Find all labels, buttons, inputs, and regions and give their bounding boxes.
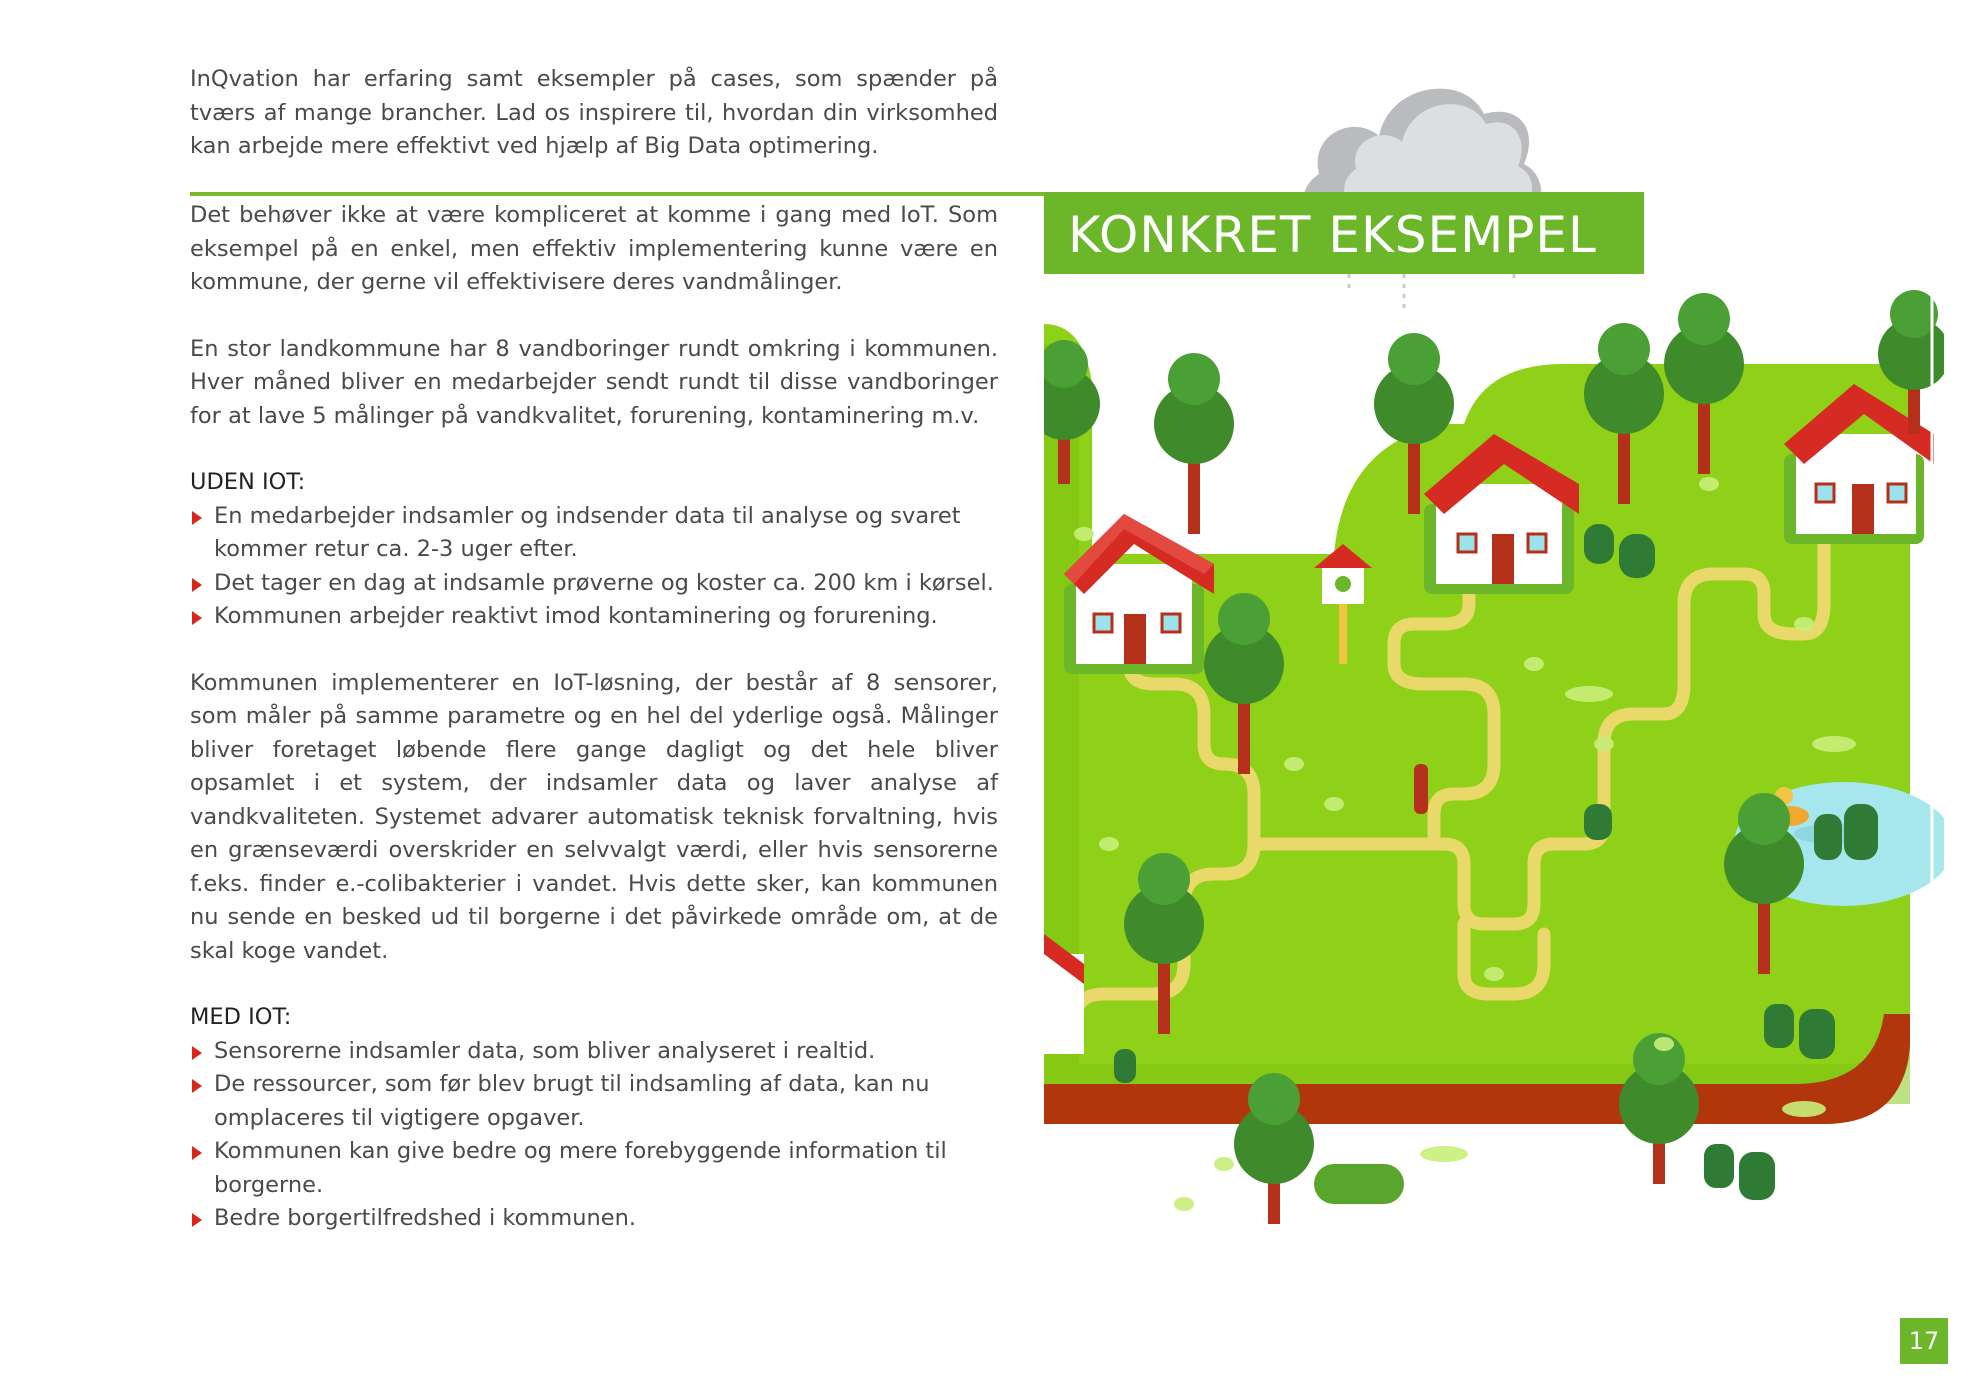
paragraph-intro-iot: Det behøver ikke at være kompliceret at komme i gang med IoT. Som eksempel på en enkel, men effektiv implementering kunne være en kommune, der gerne vil effektivisere deres vandmålinger. <box>190 202 998 295</box>
list-item: Bedre borgertilfredshed i kommunen. <box>190 1202 998 1236</box>
section-banner <box>1044 192 1644 274</box>
section-divider <box>190 192 1050 196</box>
list-item: De ressourcer, som før blev brugt til indsamling af data, kan nu omplaceres til vigtigere opgaver. <box>190 1068 998 1135</box>
paragraph-solution: Kommunen implementerer en IoT-løsning, der består af 8 sensorer, som måler på samme parametre og en hel del yderlige også. Målinger bliver foretaget løbende flere gange dagligt og det hele bliver opsamlet i et system, der indsamler data og laver analyse af vandkvaliteten. Systemet advarer automatisk teknisk forvaltning, hvis en grænseværdi overskrider en selvvalgt værdi, eller hvis sensorerne f.eks. finder e.-colibakterier i vandet. Hvis dette sker, kan kommunen nu sende en besked ud til borgerne i det påvirkede område om, at de skal koge vandet. <box>190 669 998 964</box>
list-item: Kommunen kan give bedre og mere forebyggende information til borgerne. <box>190 1135 998 1202</box>
list-item: Det tager en dag at indsamle prøverne og koster ca. 200 km i kørsel. <box>190 567 998 601</box>
heading-with-iot: MED IOT: <box>190 1004 292 1030</box>
list-item: Sensorerne indsamler data, som bliver analyseret i realtid. <box>190 1035 998 1069</box>
list-item: En medarbejder indsamler og indsender data til analyse og svaret kommer retur ca. 2-3 uger efter. <box>190 500 998 567</box>
body-text-column <box>190 199 998 1236</box>
intro-text-block <box>190 63 998 164</box>
with-iot-list <box>190 1035 998 1236</box>
paragraph-scenario: En stor landkommune har 8 vandboringer rundt omkring i kommunen. Hver måned bliver en medarbejder sendt rundt til disse vandboringer for at lave 5 målinger på vandkvalitet, forurening, kontaminering m.v. <box>190 335 998 429</box>
list-item: Kommunen arbejder reaktivt imod kontaminering og forurening. <box>190 600 998 634</box>
intro-paragraph: InQvation har erfaring samt eksempler på cases, som spænder på tværs af mange brancher. Lad os inspirere til, hvordan din virksomhed kan arbejde mere effektivt ved hjælp af Big Data optimering. <box>190 66 998 159</box>
page-number: 17 <box>1900 1318 1948 1364</box>
cactus-icon <box>1414 764 1428 814</box>
without-iot-list <box>190 500 998 634</box>
banner-title: KONKRET EKSEMPEL <box>1068 206 1597 264</box>
grass-patch <box>1314 1164 1404 1204</box>
heading-without-iot: UDEN IOT: <box>190 469 306 495</box>
